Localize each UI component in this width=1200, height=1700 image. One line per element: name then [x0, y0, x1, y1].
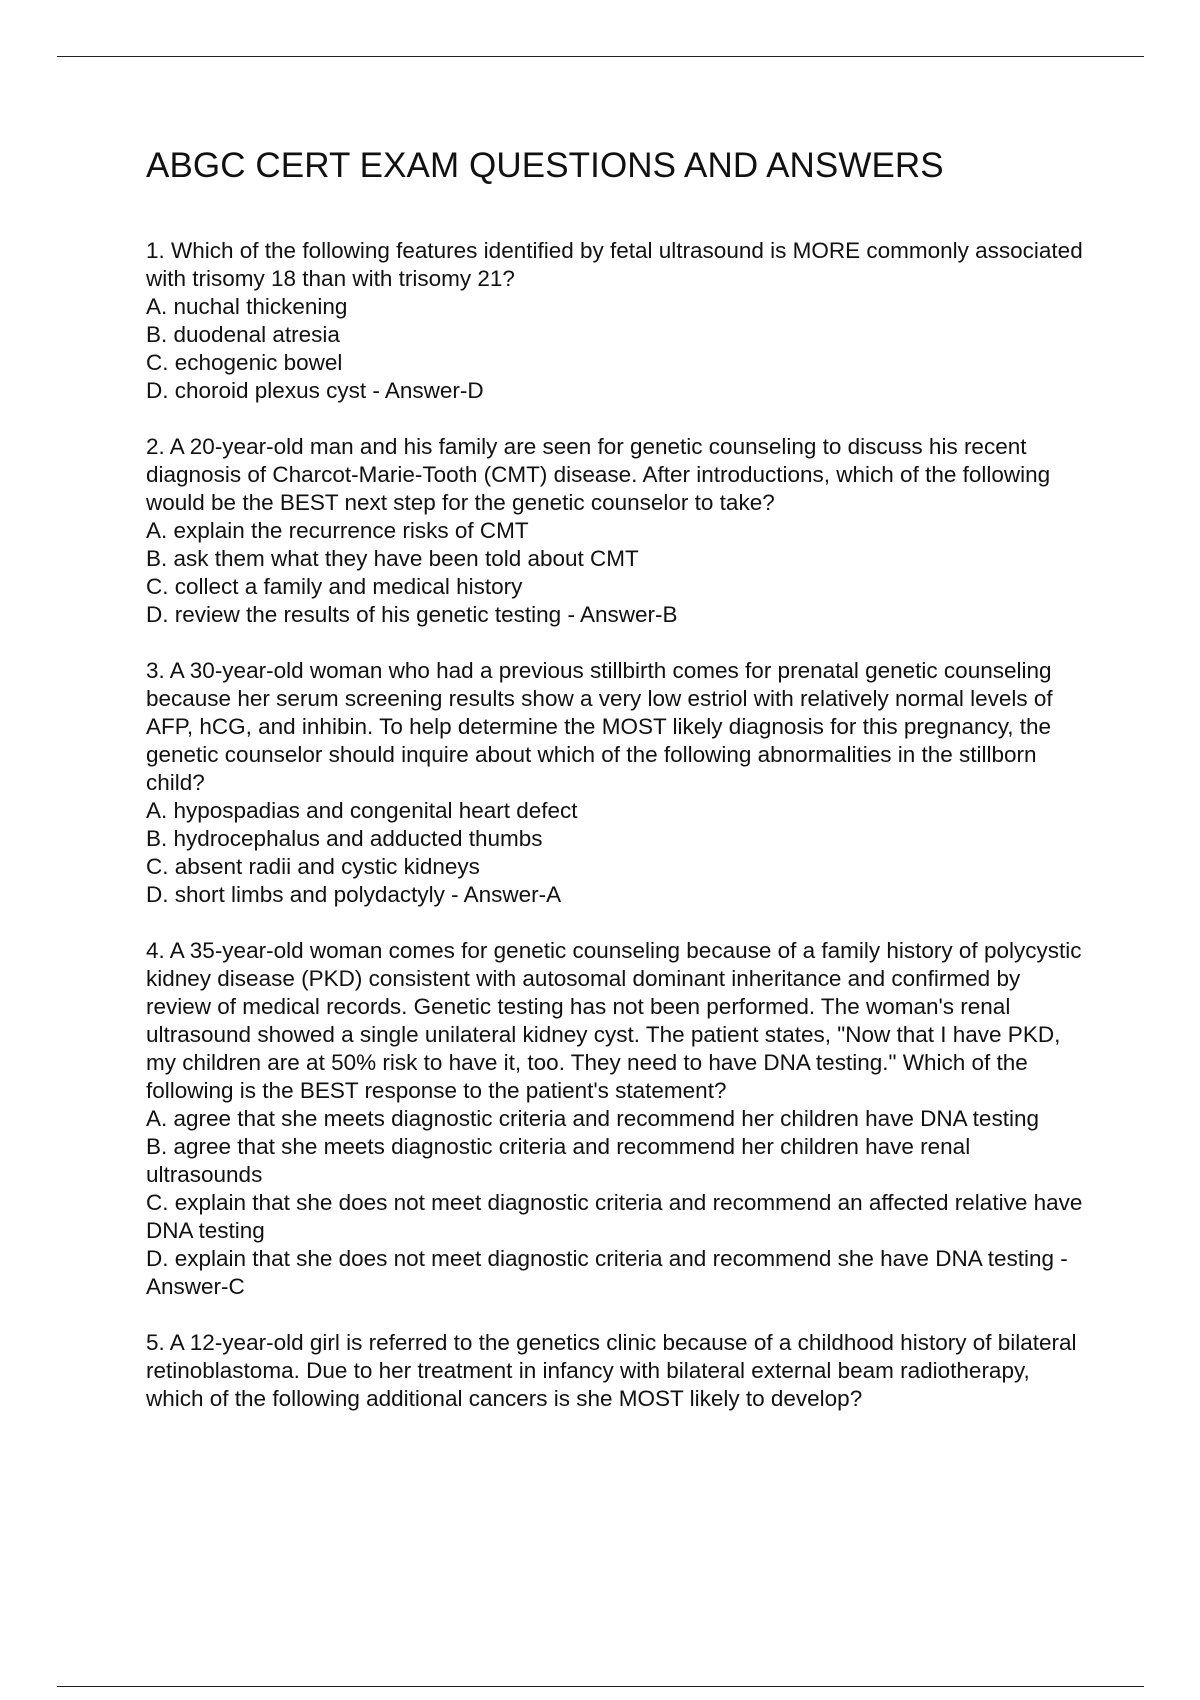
question-stem: 4. A 35-year-old woman comes for genetic counseling because of a family history of polycystic kidney disease (PKD) consistent with autosomal dominant inheritance and confirmed by review of medical records. Genetic testing has not been performed. The woman's renal ultrasound showed a single unilateral kidney cyst. The patient states, "Now that I have PKD, my children are at 50% risk to have it, too. They need to have DNA testing." Which of the following is the BEST response to the patient's statement?: [146, 938, 1082, 1103]
question-1: [146, 237, 1086, 405]
question-stem: 3. A 30-year-old woman who had a previous stillbirth comes for prenatal genetic counseling because her serum screening results show a very low estriol with relatively normal levels of AFP, hCG, and inhibin. To help determine the MOST likely diagnosis for this pregnancy, the genetic counselor should inquire about which of the following abnormalities in the stillborn child?: [146, 658, 1053, 795]
question-stem: 1. Which of the following features identified by fetal ultrasound is MORE commonly associated with trisomy 18 than with trisomy 21?: [146, 238, 1083, 291]
top-rule: [57, 56, 1144, 57]
answer-option: A. agree that she meets diagnostic criteria and recommend her children have DNA testing: [146, 1106, 1039, 1131]
answer-option: C. collect a family and medical history: [146, 574, 523, 599]
question-2: [146, 433, 1086, 629]
answer-option: B. hydrocephalus and adducted thumbs: [146, 826, 543, 851]
answer-option: A. nuchal thickening: [146, 294, 348, 319]
document-title: ABGC CERT EXAM QUESTIONS AND ANSWERS: [146, 146, 944, 185]
answer-option: B. duodenal atresia: [146, 322, 340, 347]
answer-option: C. absent radii and cystic kidneys: [146, 854, 480, 879]
answer-option: A. explain the recurrence risks of CMT: [146, 518, 529, 543]
answer-option: C. explain that she does not meet diagnostic criteria and recommend an affected relative have DNA testing: [146, 1190, 1083, 1243]
answer-option: D. explain that she does not meet diagnostic criteria and recommend she have DNA testing - Answer-C: [146, 1246, 1068, 1299]
answer-option: D. choroid plexus cyst - Answer-D: [146, 378, 484, 403]
document-body: [146, 140, 1086, 1441]
question-stem: 5. A 12-year-old girl is referred to the genetics clinic because of a childhood history of bilateral retinoblastoma. Due to her treatment in infancy with bilateral external beam radiotherapy, which of the following additional cancers is she MOST likely to develop?: [146, 1330, 1077, 1411]
question-3: [146, 657, 1086, 909]
question-stem: 2. A 20-year-old man and his family are seen for genetic counseling to discuss his recent diagnosis of Charcot-Marie-Tooth (CMT) disease. After introductions, which of the following would be the BEST next step for the genetic counselor to take?: [146, 434, 1051, 515]
answer-option: B. ask them what they have been told about CMT: [146, 546, 639, 571]
answer-option: C. echogenic bowel: [146, 350, 343, 375]
answer-option: D. short limbs and polydactyly - Answer-A: [146, 882, 562, 907]
bottom-rule: [57, 1686, 1144, 1687]
answer-option: A. hypospadias and congenital heart defect: [146, 798, 578, 823]
question-4: [146, 937, 1086, 1301]
answer-option: B. agree that she meets diagnostic criteria and recommend her children have renal ultrasounds: [146, 1134, 971, 1187]
question-5: [146, 1329, 1086, 1413]
answer-option: D. review the results of his genetic testing - Answer-B: [146, 602, 678, 627]
